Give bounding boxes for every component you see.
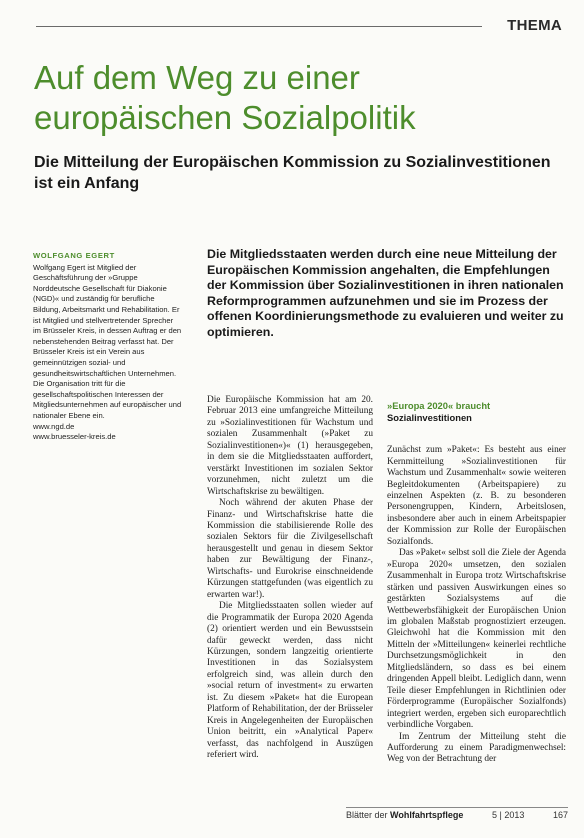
- article-subtitle: Die Mitteilung der Europäischen Kommission zu Sozialinvestitionen ist ein Anfang: [34, 154, 551, 192]
- header-rule: [36, 26, 482, 27]
- body-paragraph: Die Mitgliedsstaaten sollen wieder auf die Programmatik der Europa 2020 Agenda (2) orientiert werden und ein Bewusstsein dafür geweckt werden, dass nicht Kürzungen, sondern langzeitig orientierte Investitionen in das Sozialsystem erfolgreich sind, was allein durch den »social return of investment« zu erwarten ist. Zu diesem »Paket« hat die European Platform of Rehabilitation, der der Brüsseler Kreis in Angelegenheiten der Europäischen Union beitritt, ein »Analytical Paper« verfasst, das nachfolgend in Auszügen referiert wird.: [207, 601, 373, 761]
- body-column-middle: [207, 395, 373, 762]
- page-number: 167: [552, 810, 568, 820]
- author-web-2[interactable]: www.bruesseler-kreis.de: [33, 432, 116, 442]
- footer-rule: [346, 807, 568, 808]
- body-paragraph: Zunächst zum »Paket«: Es besteht aus einer Kernmitteilung »Sozialinvestitionen für Wachstum und Zusammenhalt« sowie weiteren Begleitdokumenten (Arbeitspapiere) zu einzelnen Aspekten (z. B. zu besonderen Personengruppen, Kindern, Arbeitslosen, insbesondere aber auch in einem Arbeitspapier der Kommission zur Rolle der Europäischen Sozialfonds.: [387, 445, 566, 547]
- body-paragraph: Das »Paket« selbst soll die Ziele der Agenda »Europa 2020« umsetzen, den sozialen Zusammenhalt in Europa trotz Wirtschaftskrise stärken und passiven Auswirkungen eines so gestärkten Sozialsystems auf die Wettbewerbsfähigkeit der Europäischen Union im globalen Maßstab prognostiziert erzeugen. Gleichwohl hat die Kommission mit den Mitteln der »Mitteilungen« keinerlei rechtliche Durchsetzungsmöglichkeit in den Mitgliedsländern, so dass es bei einem dringenden Appell bleibt. Lediglich dann, wenn Teile dieser Empfehlungen in Richtlinien oder Förderprogramme (Europäischer Sozialfonds) integriert werden, ergeben sich europarechtlich verbindliche Vorgaben.: [387, 548, 566, 731]
- author-name: WOLFGANG EGERT: [33, 251, 115, 260]
- author-web-1[interactable]: www.ngd.de: [33, 421, 75, 431]
- subheading: [387, 400, 566, 423]
- body-paragraph: Im Zentrum der Mitteilung steht die Aufforderung zu einem Paradigmenwechsel: Weg von der Betrachtung der: [387, 731, 566, 765]
- article-title: Auf dem Weg zu einer europäischen Sozialpolitik: [34, 59, 416, 136]
- subheading-line-2: Sozialinvestitionen: [387, 411, 472, 423]
- page-footer: [346, 810, 568, 820]
- subheading-line-1: »Europa 2020« braucht: [387, 400, 491, 411]
- publication-name: [346, 810, 463, 820]
- body-paragraph: Noch während der akuten Phase der Finanz- und Wirtschaftskrise hatte die Kommission die stabilisierende Rolle des sozialen Sektors für die Zivilgesellschaft herausgestellt und genau in diesem Sektor haben zur Bewältigung der Finanz-, Wirtschafts- und Eurokrise einschneidende Kürzungen stattgefunden (was eigentlich zu erwarten war!).: [207, 498, 373, 600]
- body-paragraph: Die Europäische Kommission hat am 20. Februar 2013 eine umfangreiche Mitteilung zu »Sozialinvestitionen für Wachstum und sozialen Zusammenhalt (»Paket zu Sozialinvestitionen«)« (1) herausgegeben, in dem sie die Mitgliedsstaaten auffordert, verstärkt Investitionen im sozialen Sektor vorzunehmen, nicht zuletzt um die Wirtschaftskrise zu bewältigen.: [207, 395, 373, 497]
- author-bio: Wolfgang Egert ist Mitglied der Geschäftsführung der »Gruppe Norddeutsche Gesellschaft für Diakonie (NGD)« und zuständig für berufliche Bildung, Arbeitsmarkt und Rehabilitation. Er ist Mitglied und stellvertretender Sprecher im Brüsseler Kreis, in dessen Auftrag er den nebenstehenden Beitrag verfasst hat. Der Brüsseler Kreis ist ein Verein aus gemeinnützigen sozial- und gesundheitswirtschaftlichen Unternehmen. Die Organisation tritt für die gesellschaftspolitischen Interessen der Mitgliedsunternehmen auf europäischer und nationaler Ebene ein.: [33, 262, 182, 420]
- author-box: [33, 251, 183, 443]
- section-label: THEMA: [507, 17, 562, 34]
- issue-number: 5 | 2013: [492, 810, 525, 820]
- publication-title: Wohlfahrtspflege: [390, 810, 464, 820]
- article-lead: Die Mitgliedsstaaten werden durch eine neue Mitteilung der Europäischen Kommission angehalten, die Empfehlungen der Kommission über Sozialinvestitionen in ihren nationalen Reformprogrammen aufzunehmen und sie im Prozess der offenen Koordinierungsmethode zu evaluieren und weiter zu optimieren.: [207, 247, 564, 339]
- body-column-right: [387, 400, 566, 766]
- publication-prefix: Blätter der: [346, 810, 391, 820]
